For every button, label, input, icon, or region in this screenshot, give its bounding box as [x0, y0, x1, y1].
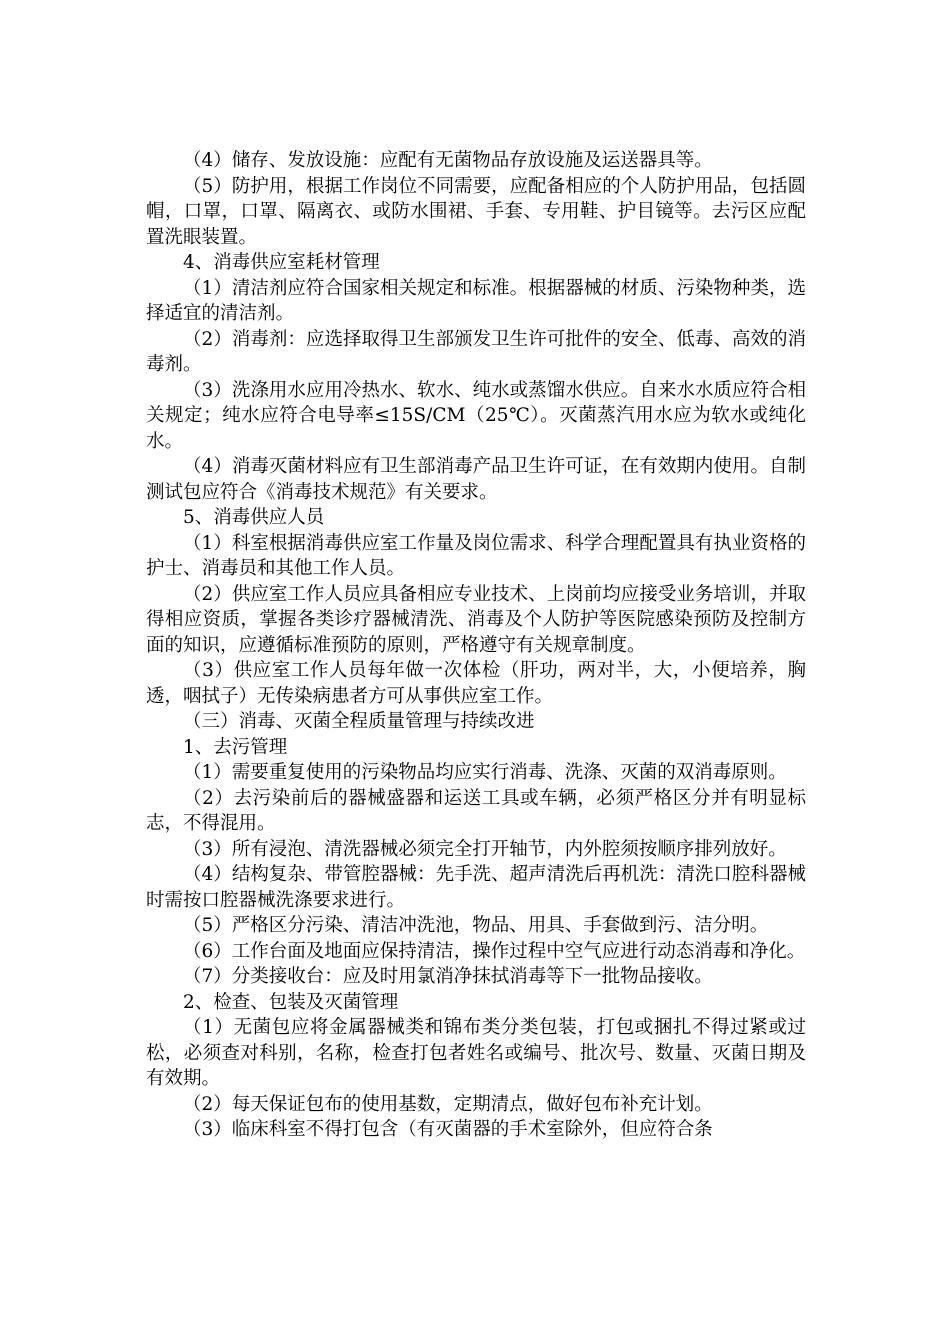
- paragraph-sterile-packs: （1）无菌包应将金属器械类和锦布类分类包装，打包或捆扎不得过紧或过松，必须查对科别，名称，检查打包者姓名或编号、批次号、数量、灭菌日期及有效期。: [146, 1017, 806, 1089]
- paragraph-washing-water: （3）洗涤用水应用冷热水、软水、纯水或蒸馏水供应。自来水水质应符合相关规定；纯水应符合电导率≤15S/CM（25℃）。灭菌蒸汽用水应为软水或纯化水。: [146, 379, 806, 452]
- section-heading-personnel: 5、消毒供应人员: [183, 507, 325, 528]
- document-body: [146, 148, 806, 1143]
- paragraph-complex-instruments: （4）结构复杂、带管腔器械：先手洗、超声清洗后再机洗：清洗口腔科器械时需按口腔器械洗涤要求进行。: [146, 864, 806, 911]
- paragraph-double-disinfection: （1）需要重复使用的污染物品均应实行消毒、洗涤、灭菌的双消毒原则。: [183, 762, 787, 783]
- paragraph-receiving-station: （7）分类接收台：应及时用氯消净抹拭消毒等下一批物品接收。: [183, 966, 713, 987]
- section-heading-quality-management: （三）消毒、灭菌全程质量管理与持续改进: [183, 711, 535, 732]
- paragraph-protective-equipment: （5）防护用，根据工作岗位不同需要，应配备相应的个人防护用品，包括圆帽，口罩，口罩、隔离衣、或防水围裙、手套、专用鞋、护目镜等。去污区应配置洗眼装置。: [146, 175, 806, 248]
- section-heading-decontamination: 1、去污管理: [183, 736, 288, 758]
- paragraph-work-surface: （6）工作台面及地面应保持清洁，操作过程中空气应进行动态消毒和净化。: [183, 940, 806, 962]
- paragraph-containers: （2）去污染前后的器械盛器和运送工具或车辆，必须严格区分并有明显标志，不得混用。: [146, 787, 806, 834]
- paragraph-training: （2）供应室工作人员应具备相应专业技术、上岗前均应接受业务培训，并取得相应资质，掌握各类诊疗器械清洗、消毒及个人防护等医院感染预防及控制方面的知识，应遵循标准预防的原则，严格遵守有关规章制度。: [146, 583, 806, 656]
- paragraph-staffing: （1）科室根据消毒供应室工作量及岗位需求、科学合理配置具有执业资格的护士、消毒员和其他工作人员。: [146, 532, 806, 579]
- paragraph-sterilization-materials: （4）消毒灭菌材料应有卫生部消毒产品卫生许可证，在有效期内使用。自制测试包应符合《消毒技术规范》有关要求。: [146, 456, 806, 503]
- paragraph-soaking: （3）所有浸泡、清洗器械必须完全打开轴节，内外腔须按顺序排列放好。: [183, 838, 787, 860]
- paragraph-storage-facilities: （4）储存、发放设施：应配有无菌物品存放设施及运送器具等。: [183, 150, 713, 171]
- paragraph-wrap-inventory: （2）每天保证包布的使用基数，定期清点，做好包布补充计划。: [183, 1093, 713, 1115]
- section-heading-consumables: 4、消毒供应室耗材管理: [183, 252, 380, 273]
- paragraph-health-check: （3）供应室工作人员每年做一次体检（肝功，两对半，大，小便培养，胸透，咽拭子）无传染病患者方可从事供应室工作。: [146, 660, 806, 707]
- paragraph-clinical-departments: （3）临床科室不得打包含（有灭菌器的手术室除外，但应符合条: [183, 1119, 713, 1140]
- paragraph-sink-separation: （5）严格区分污染、清洁冲洗池，物品、用具、手套做到污、洁分明。: [183, 915, 769, 936]
- paragraph-detergent: （1）清洁剂应符合国家相关规定和标准。根据器械的材质、污染物种类，选择适宜的清洁剂。: [146, 277, 806, 324]
- paragraph-disinfectant: （2）消毒剂：应选择取得卫生部颁发卫生许可批件的安全、低毒、高效的消毒剂。: [146, 328, 806, 375]
- section-heading-packaging: 2、检查、包装及灭菌管理: [183, 991, 399, 1013]
